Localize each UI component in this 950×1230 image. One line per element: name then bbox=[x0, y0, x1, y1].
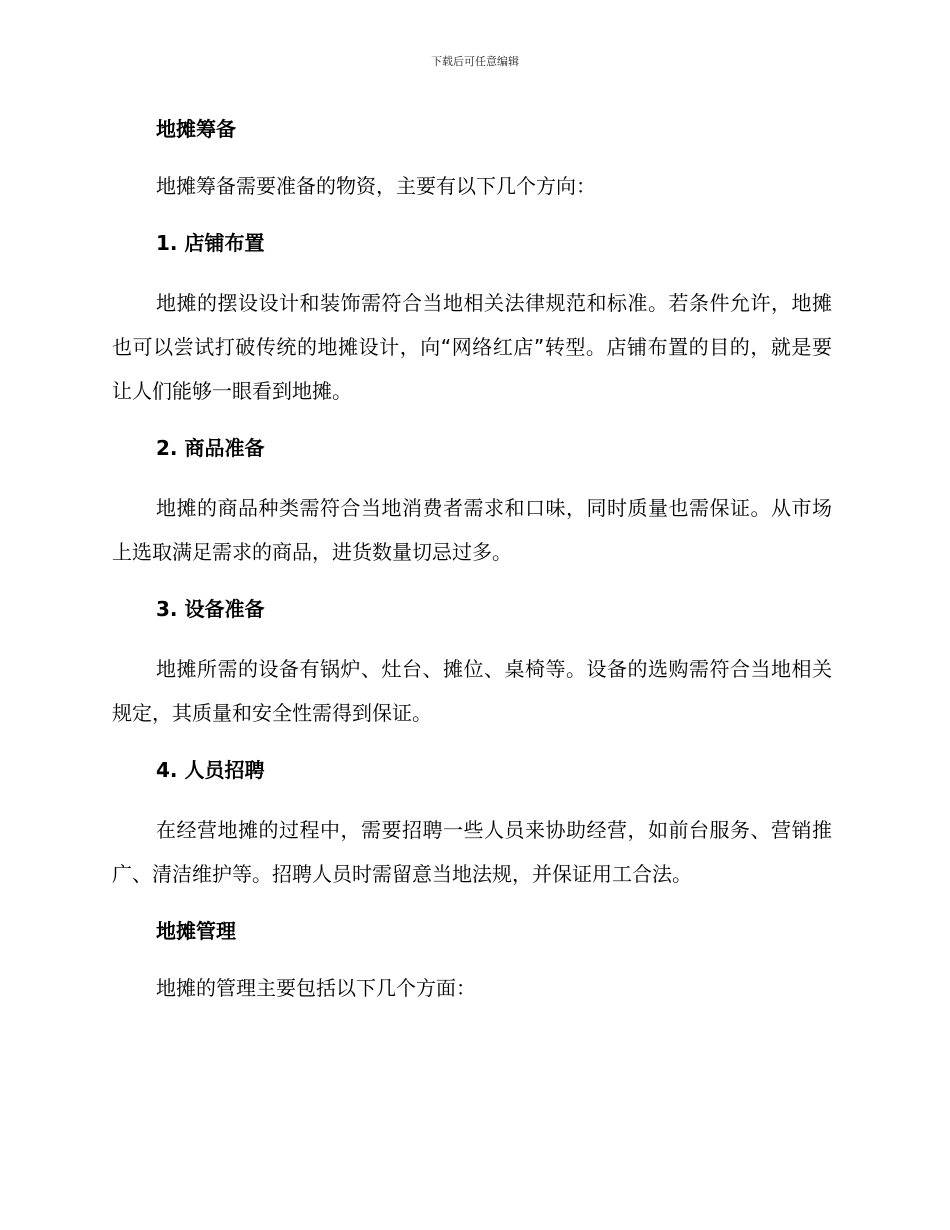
section-title-preparation: 地摊筹备 bbox=[156, 117, 236, 141]
section-title-management: 地摊管理 bbox=[156, 919, 236, 943]
item-body-goods: 地摊的商品种类需符合当地消费者需求和口味，同时质量也需保证。从市场上选取满足需求的商品，进货数量切忌过多。 bbox=[112, 496, 832, 564]
item-body-staffing: 在经营地摊的过程中，需要招聘一些人员来协助经营，如前台服务、营销推广、清洁维护等。招聘人员时需留意当地法规，并保证用工合法。 bbox=[112, 818, 832, 886]
page-header: 下载后可任意编辑 bbox=[431, 55, 519, 68]
document-body bbox=[112, 110, 832, 1026]
item-title-equipment: 3. 设备准备 bbox=[156, 597, 265, 621]
item-body-equipment: 地摊所需的设备有锅炉、灶台、摊位、桌椅等。设备的选购需符合当地相关规定，其质量和安全性需得到保证。 bbox=[112, 657, 832, 725]
item-title-goods: 2. 商品准备 bbox=[156, 436, 265, 460]
section-intro-preparation: 地摊筹备需要准备的物资，主要有以下几个方向： bbox=[156, 174, 596, 198]
section-intro-management: 地摊的管理主要包括以下几个方面： bbox=[156, 976, 476, 1000]
item-title-shop-layout: 1. 店铺布置 bbox=[156, 231, 265, 255]
item-title-staffing: 4. 人员招聘 bbox=[156, 758, 265, 782]
item-body-shop-layout: 地摊的摆设设计和装饰需符合当地相关法律规范和标准。若条件允许，地摊也可以尝试打破传统的地摊设计，向“网络红店”转型。店铺布置的目的，就是要让人们能够一眼看到地摊。 bbox=[112, 291, 832, 403]
